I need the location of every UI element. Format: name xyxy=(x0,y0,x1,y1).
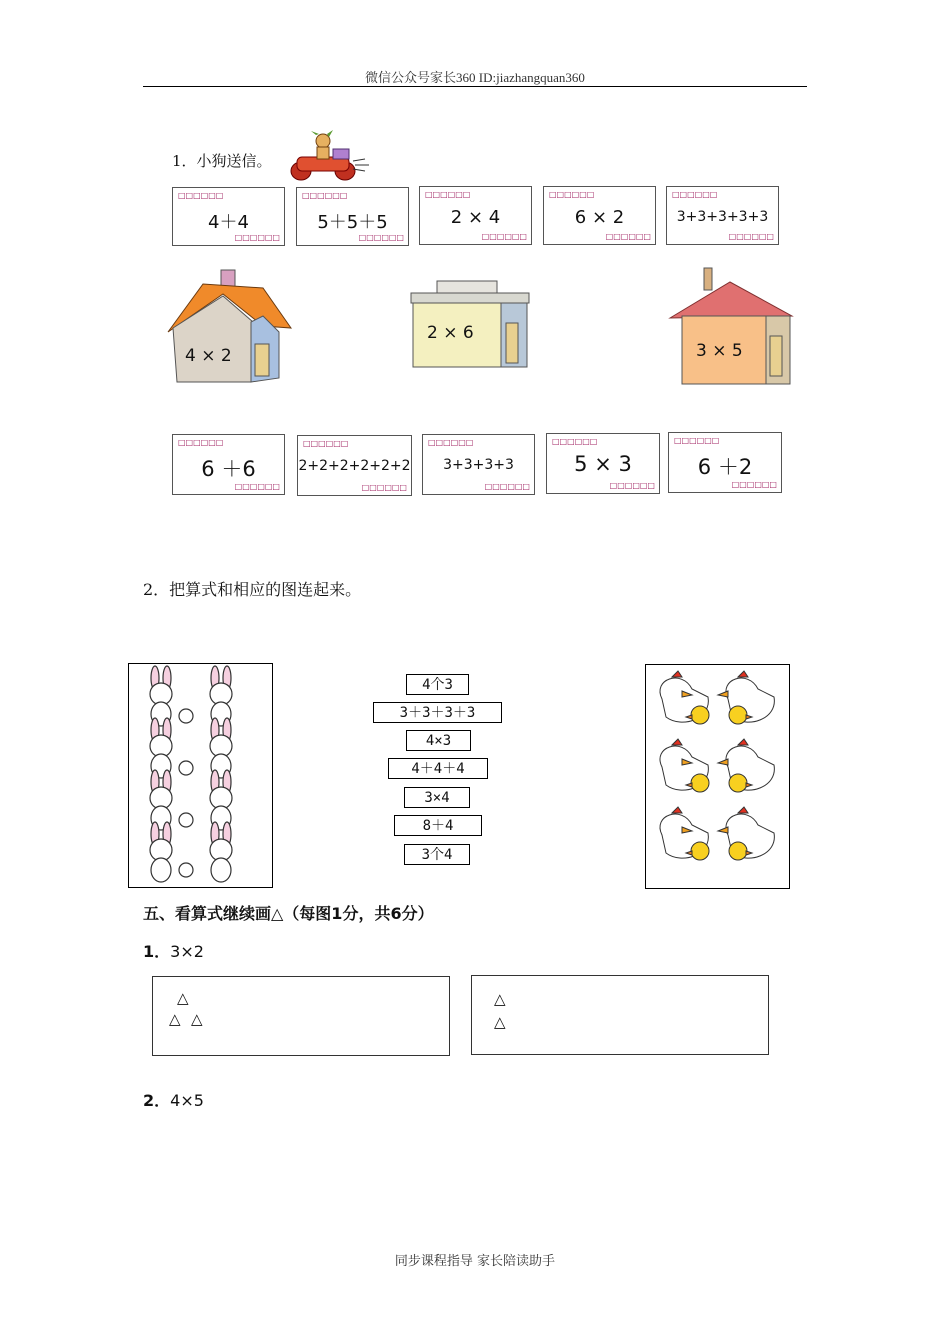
house-left[interactable] xyxy=(163,266,293,386)
section-5-title: 五、看算式继续画△（每图1分，共6分） xyxy=(143,904,434,923)
house-label: 2 × 6 xyxy=(427,323,474,343)
expression-box[interactable]: 3＋3＋3＋3 xyxy=(373,702,502,723)
envelope[interactable] xyxy=(543,186,656,245)
envelope-expression: 5 × 3 xyxy=(574,452,632,476)
envelope[interactable] xyxy=(546,433,660,494)
envelope-expression: 5＋5＋5 xyxy=(317,212,388,233)
zip-boxes: □□□□□□ xyxy=(234,482,280,491)
zip-boxes: □□□□□□ xyxy=(234,233,280,242)
stamp-boxes: □□□□□□ xyxy=(425,190,471,199)
house-label: 4 × 2 xyxy=(185,346,232,366)
envelope-expression: 6 × 2 xyxy=(574,207,625,228)
expression-box[interactable]: 4＋4＋4 xyxy=(388,758,488,779)
stamp-boxes: □□□□□□ xyxy=(303,439,349,448)
house-icon xyxy=(163,266,293,386)
expression-box[interactable]: 4×3 xyxy=(406,730,471,751)
header-divider xyxy=(143,86,807,87)
envelope[interactable] xyxy=(172,434,285,495)
item-1-expression: 3×2 xyxy=(170,942,204,961)
envelope-expression: 6 ＋6 xyxy=(201,457,256,481)
item-2-label: 2． xyxy=(143,1091,171,1110)
zip-boxes: □□□□□□ xyxy=(484,482,530,491)
zip-boxes: □□□□□□ xyxy=(728,232,774,241)
house-middle[interactable] xyxy=(407,279,532,369)
expression-box[interactable]: 3×4 xyxy=(404,787,470,808)
dog-mail-icon xyxy=(283,129,373,181)
zip-boxes: □□□□□□ xyxy=(358,233,404,242)
hens-picture[interactable] xyxy=(645,664,790,889)
envelope[interactable] xyxy=(422,434,535,495)
triangle-icon: △ xyxy=(191,1010,203,1028)
expression-box[interactable]: 3个4 xyxy=(404,844,470,865)
stamp-boxes: □□□□□□ xyxy=(552,437,598,446)
page-header: 微信公众号家长360 ID:jiazhangquan360 xyxy=(365,70,585,85)
envelope[interactable] xyxy=(668,432,782,493)
triangle-icon: △ xyxy=(494,990,506,1008)
stamp-boxes: □□□□□□ xyxy=(428,438,474,447)
envelope[interactable] xyxy=(419,186,532,245)
expression-box[interactable]: 8＋4 xyxy=(394,815,482,836)
house-icon xyxy=(668,266,796,386)
envelope-expression: 3+3+3+3 xyxy=(443,457,514,473)
triangle-icon: △ xyxy=(169,1010,181,1028)
envelope[interactable] xyxy=(666,186,779,245)
house-label: 3 × 5 xyxy=(696,341,743,361)
envelope-expression: 2 × 4 xyxy=(450,207,501,228)
q2-title: 2．把算式和相应的图连起来。 xyxy=(143,580,362,599)
stamp-boxes: □□□□□□ xyxy=(549,190,595,199)
rabbits-picture[interactable] xyxy=(128,663,273,888)
zip-boxes: □□□□□□ xyxy=(361,483,407,492)
item-1 xyxy=(143,939,204,962)
drawing-box-2[interactable] xyxy=(471,975,769,1055)
zip-boxes: □□□□□□ xyxy=(481,232,527,241)
hen-icon xyxy=(646,665,789,888)
zip-boxes: □□□□□□ xyxy=(605,232,651,241)
stamp-boxes: □□□□□□ xyxy=(178,191,224,200)
envelope-expression: 3+3+3+3+3 xyxy=(676,209,769,225)
zip-boxes: □□□□□□ xyxy=(731,480,777,489)
item-1-label: 1． xyxy=(143,942,171,961)
house-right[interactable] xyxy=(668,266,796,386)
stamp-boxes: □□□□□□ xyxy=(178,438,224,447)
envelope-expression: 6 ＋2 xyxy=(697,455,753,479)
page-footer: 同步课程指导 家长陪读助手 xyxy=(394,1254,556,1269)
envelope-expression: 2+2+2+2+2+2 xyxy=(298,458,411,474)
rabbit-icon xyxy=(129,664,272,887)
drawing-box-1[interactable] xyxy=(152,976,450,1056)
stamp-boxes: □□□□□□ xyxy=(672,190,718,199)
stamp-boxes: □□□□□□ xyxy=(302,191,348,200)
envelope-expression: 4＋4 xyxy=(208,212,249,233)
envelope[interactable] xyxy=(296,187,409,246)
q1-title: 1．小狗送信。 xyxy=(172,152,272,170)
stamp-boxes: □□□□□□ xyxy=(674,436,720,445)
triangle-icon: △ xyxy=(177,989,189,1007)
item-2 xyxy=(143,1088,204,1111)
envelope[interactable] xyxy=(172,187,285,246)
triangle-icon: △ xyxy=(494,1013,506,1031)
expression-box[interactable]: 4个3 xyxy=(406,674,469,695)
envelope[interactable] xyxy=(297,435,412,496)
item-2-expression: 4×5 xyxy=(170,1091,204,1110)
zip-boxes: □□□□□□ xyxy=(609,481,655,490)
